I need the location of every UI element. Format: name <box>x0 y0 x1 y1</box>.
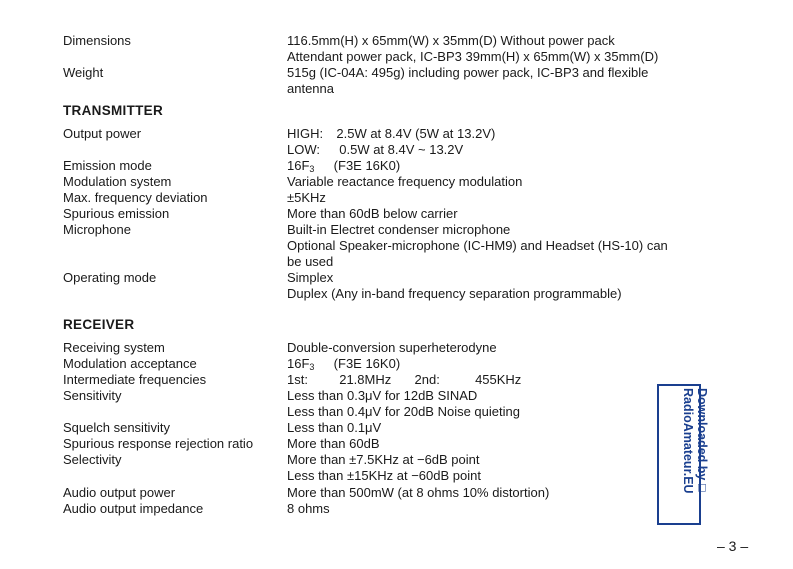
microphone-label: Microphone <box>63 222 131 237</box>
modulation-label: Modulation system <box>63 174 172 189</box>
spec-row-emission <box>0 158 793 174</box>
deviation-label: Max. frequency deviation <box>63 190 208 205</box>
output-power-high <box>287 126 495 142</box>
weight-value-2: antenna <box>287 81 334 96</box>
emission-sub: 3 <box>309 164 315 174</box>
sensitivity-value-1: Less than 0.3μV for 12dB SINAD <box>287 388 478 403</box>
spec-row-deviation <box>0 190 793 206</box>
watermark-line-2: RadioAmateur.EU <box>681 388 695 494</box>
if-first-value: 21.8MHz <box>339 372 392 387</box>
transmitter-heading-row <box>0 103 793 119</box>
operating-value-1: Simplex <box>287 270 334 285</box>
spec-row-microphone <box>0 222 793 238</box>
squelch-label: Squelch sensitivity <box>63 420 170 435</box>
if-second-value: 455KHz <box>475 372 522 387</box>
spec-row-output-power-low <box>0 142 793 158</box>
if-first-key: 1st: <box>287 372 308 387</box>
dimensions-label: Dimensions <box>63 33 131 48</box>
output-power-label: Output power <box>63 126 142 141</box>
spec-row-microphone-3 <box>0 254 793 270</box>
dimensions-value-2: Attendant power pack, IC-BP3 39mm(H) x 65mm(W) x 35mm(D) <box>287 49 659 64</box>
rejection-value: More than 60dB <box>287 436 380 451</box>
operating-value-2: Duplex (Any in-band frequency separation programmable) <box>287 286 622 301</box>
spurious-value: More than 60dB below carrier <box>287 206 458 221</box>
download-watermark-stamp <box>657 384 709 525</box>
spec-row-weight <box>0 65 793 81</box>
emission-f: 16F <box>287 158 310 173</box>
sensitivity-value-2: Less than 0.4μV for 20dB Noise quieting <box>287 404 520 419</box>
emission-code: (F3E 16K0) <box>333 158 401 173</box>
page-number: – 3 – <box>717 538 749 554</box>
receiving-system-label: Receiving system <box>63 340 165 355</box>
audio-power-value: More than 500mW (at 8 ohms 10% distortion) <box>287 485 550 500</box>
sensitivity-label: Sensitivity <box>63 388 122 403</box>
weight-label: Weight <box>63 65 104 80</box>
acceptance-f: 16F <box>287 356 310 371</box>
receiver-heading-row <box>0 317 793 333</box>
if-label: Intermediate frequencies <box>63 372 207 387</box>
watermark-line-1: Downloaded by□ <box>695 388 709 495</box>
acceptance-label: Modulation acceptance <box>63 356 197 371</box>
spec-row-microphone-2 <box>0 238 793 254</box>
spurious-label: Spurious emission <box>63 206 170 221</box>
spec-row-spurious <box>0 206 793 222</box>
receiving-system-value: Double-conversion superheterodyne <box>287 340 497 355</box>
microphone-value-1: Built-in Electret condenser microphone <box>287 222 511 237</box>
spec-row-output-power <box>0 126 793 142</box>
weight-value: 515g (IC-04A: 495g) including power pack, IC-BP3 and flexible <box>287 65 649 80</box>
operating-label: Operating mode <box>63 270 157 285</box>
squelch-value: Less than 0.1μV <box>287 420 382 435</box>
audio-power-label: Audio output power <box>63 485 176 500</box>
deviation-value: ±5KHz <box>287 190 326 205</box>
output-high-key: HIGH: <box>287 126 324 141</box>
rejection-label: Spurious response rejection ratio <box>63 436 254 451</box>
selectivity-label: Selectivity <box>63 452 122 467</box>
transmitter-heading: TRANSMITTER <box>63 103 164 118</box>
spec-row-receiving-system <box>0 340 793 356</box>
acceptance-code: (F3E 16K0) <box>333 356 401 371</box>
watermark-text <box>681 388 709 494</box>
output-low-key: LOW: <box>287 142 320 157</box>
modulation-value: Variable reactance frequency modulation <box>287 174 523 189</box>
output-high-value: 2.5W at 8.4V (5W at 13.2V) <box>336 126 496 141</box>
if-value <box>287 372 521 388</box>
if-second-key: 2nd: <box>414 372 440 387</box>
selectivity-value-2: Less than ±15KHz at −60dB point <box>287 468 481 483</box>
spec-row-dimensions-2 <box>0 49 793 65</box>
spec-row-modulation <box>0 174 793 190</box>
selectivity-value-1: More than ±7.5KHz at −6dB point <box>287 452 480 467</box>
spec-row-dimensions <box>0 33 793 49</box>
spec-row-operating-2 <box>0 286 793 302</box>
receiver-heading: RECEIVER <box>63 317 135 332</box>
emission-label: Emission mode <box>63 158 152 173</box>
spec-row-weight-2 <box>0 81 793 97</box>
spec-row-operating <box>0 270 793 286</box>
microphone-value-2: Optional Speaker-microphone (IC-HM9) and Headset (HS-10) can <box>287 238 668 253</box>
audio-impedance-value: 8 ohms <box>287 501 330 516</box>
acceptance-sub: 3 <box>309 362 315 372</box>
dimensions-value: 116.5mm(H) x 65mm(W) x 35mm(D) Without power pack <box>287 33 615 48</box>
audio-impedance-label: Audio output impedance <box>63 501 204 516</box>
output-low-value: 0.5W at 8.4V ~ 13.2V <box>339 142 464 157</box>
output-power-low <box>287 142 463 158</box>
spec-row-acceptance <box>0 356 793 372</box>
microphone-value-3: be used <box>287 254 334 269</box>
